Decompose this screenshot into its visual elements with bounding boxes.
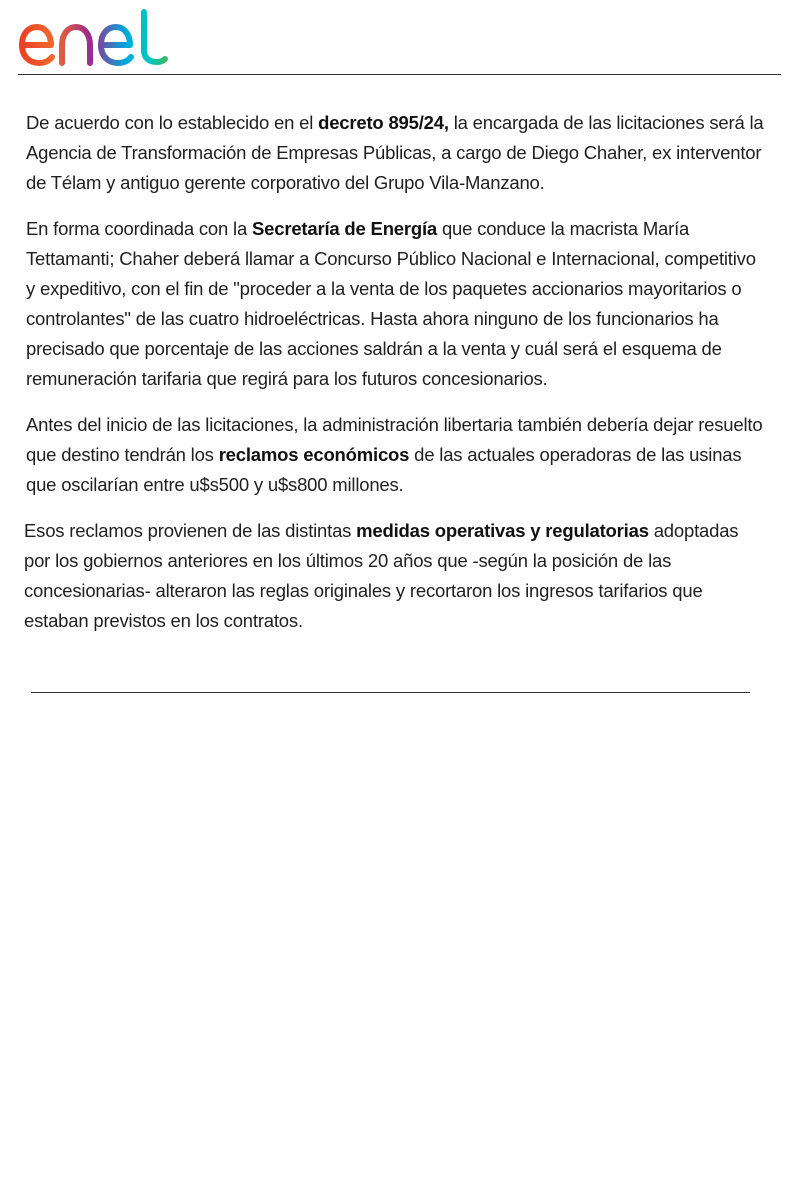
header-divider — [18, 74, 781, 75]
paragraph-4-text-end: adoptadas por los gobiernos anteriores en los últimos 20 años que -según la posición de las concesionarias- alteraron las reglas originales y recortaron los ingresos tarifarios que estaban previstos en los contratos. — [24, 520, 739, 631]
paragraph-3-text-end: de las actuales operadoras de las usinas que oscilarían entre u$s500 y u$s800 millones. — [26, 444, 742, 495]
article-body — [26, 108, 768, 652]
paragraph-4-text-start: Esos reclamos provienen de las distintas — [24, 520, 357, 541]
energy-secretariat-highlight: Secretaría de Energía — [252, 218, 438, 239]
economic-claims-highlight: reclamos económicos — [218, 444, 410, 465]
paragraph-1 — [26, 108, 768, 198]
article-bottom-divider — [31, 692, 750, 693]
paragraph-3-text-start: Antes del inicio de las licitaciones, la administración libertaria también debería dejar resuelto que destino tendrán los — [26, 414, 763, 465]
regulatory-measures-highlight: medidas operativas y regulatorias — [356, 520, 649, 541]
paragraph-2 — [26, 214, 768, 394]
enel-logo-mark — [18, 8, 168, 68]
decree-highlight: decreto 895/24, — [318, 112, 449, 133]
paragraph-2-text-end: que conduce la macrista María Tettamanti; Chaher deberá llamar a Concurso Público Nacional e Internacional, competitivo y expeditivo, con el fin de "proceder a la venta de los paquetes accionarios mayoritarios o controlantes" de las cuatro hidroeléctricas. Hasta ahora ninguno de los funcionarios ha precisado que porcentaje de las acciones saldrán a la venta y cuál será el esquema de remuneración tarifaria que regirá para los futuros concesionarios. — [26, 218, 756, 389]
page-header — [0, 0, 800, 76]
paragraph-1-text-end: la encargada de las licitaciones será la Agencia de Transformación de Empresas Públicas, a cargo de Diego Chaher, ex interventor de Télam y antiguo gerente corporativo del Grupo Vila-Manzano. — [26, 112, 764, 193]
paragraph-3 — [26, 410, 768, 500]
paragraph-4 — [24, 516, 768, 636]
enel-logo[interactable] — [18, 8, 168, 68]
paragraph-1-text-start: De acuerdo con lo establecido en el — [26, 112, 319, 133]
paragraph-2-text-start: En forma coordinada con la — [26, 218, 252, 239]
